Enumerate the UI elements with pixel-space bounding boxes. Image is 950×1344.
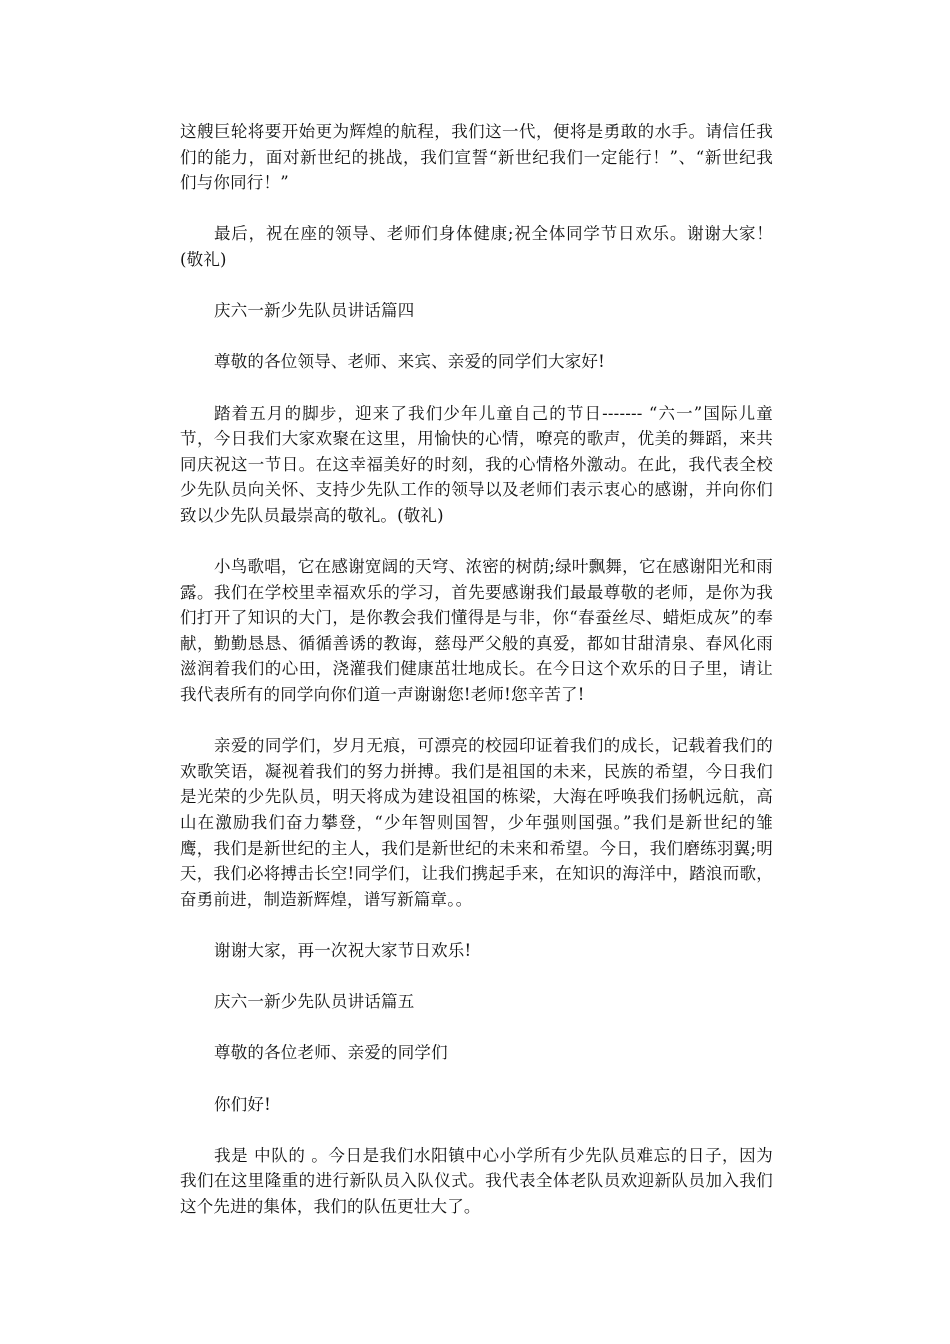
paragraph-hello: 你们好! — [214, 1094, 271, 1114]
section-heading-part-five: 庆六一新少先队员讲话篇五 — [214, 992, 415, 1012]
paragraph-closing-wishes: 最后，祝在座的领导、老师们身体健康;祝全体同学节日欢乐。谢谢大家！(敬礼) — [180, 224, 773, 269]
paragraph-greeting: 尊敬的各位领导、老师、来宾、亲爱的同学们大家好! — [214, 352, 605, 372]
document-body — [180, 119, 773, 1245]
section-heading-part-four: 庆六一新少先队员讲话篇四 — [214, 301, 415, 321]
paragraph-classmates: 亲爱的同学们，岁月无痕，可漂亮的校园印证着我们的成长，记载着我们的欢歌笑语，凝视着我们的努力拼搏。我们是祖国的未来，民族的希望，今日我们是光荣的少先队员，明天将成为建设祖国的栋梁，大海在呼唤我们扬帆远航，高山在激励我们奋力攀登，“少年智则国智，少年强则国强。”我们是新世纪的雏鹰，我们是新世纪的主人，我们是新世纪的未来和希望。今日，我们磨练羽翼;明天，我们必将搏击长空!同学们，让我们携起手来，在知识的海洋中，踏浪而歌，奋勇前进，制造新辉煌，谱写新篇章。。 — [180, 736, 773, 909]
paragraph-voyage: 这艘巨轮将要开始更为辉煌的航程，我们这一代，便将是勇敢的水手。请信任我们的能力，面对新世纪的挑战，我们宣誓“新世纪我们一定能行！”、“新世纪我们与你同行！” — [180, 122, 773, 193]
paragraph-salutation: 尊敬的各位老师、亲爱的同学们 — [214, 1043, 448, 1063]
paragraph-thank-you: 谢谢大家，再一次祝大家节日欢乐! — [214, 941, 472, 960]
paragraph-thanks-teachers: 小鸟歌唱，它在感谢宽阔的天穹、浓密的树荫;绿叶飘舞，它在感谢阳光和雨露。我们在学校里幸福欢乐的学习，首先要感谢我们最最尊敬的老师，是你为我们打开了知识的大门，是你教会我们懂得是与非，你“春蚕丝尽、蜡炬成灰”的奉献，勤勤恳恳、循循善诱的教诲，慈母严父般的真爱，都如甘甜清泉、春风化雨滋润着我们的心田，浇灌我们健康茁壮地成长。在今日这个欢乐的日子里，请让我代表所有的同学向你们道一声谢谢您!老师!您辛苦了! — [180, 557, 773, 705]
paragraph-childrens-day: 踏着五月的脚步，迎来了我们少年儿童自己的节日------- “六一”国际儿童节，今日我们大家欢聚在这里，用愉快的心情，嘹亮的歌声，优美的舞蹈，来共同庆祝这一节日。在这幸福美好的时刻，我的心情格外激动。在此，我代表全校少先队员向关怀、支持少先队工作的领导以及老师们表示衷心的感谢，并向你们致以少先队员最崇高的敬礼。(敬礼) — [180, 403, 773, 525]
paragraph-induction-ceremony: 我是 中队的 。今日是我们水阳镇中心小学所有少先队员难忘的日子，因为我们在这里隆重的进行新队员入队仪式。我代表全体老队员欢迎新队员加入我们这个先进的集体，我们的队伍更壮大了。 — [180, 1145, 773, 1216]
